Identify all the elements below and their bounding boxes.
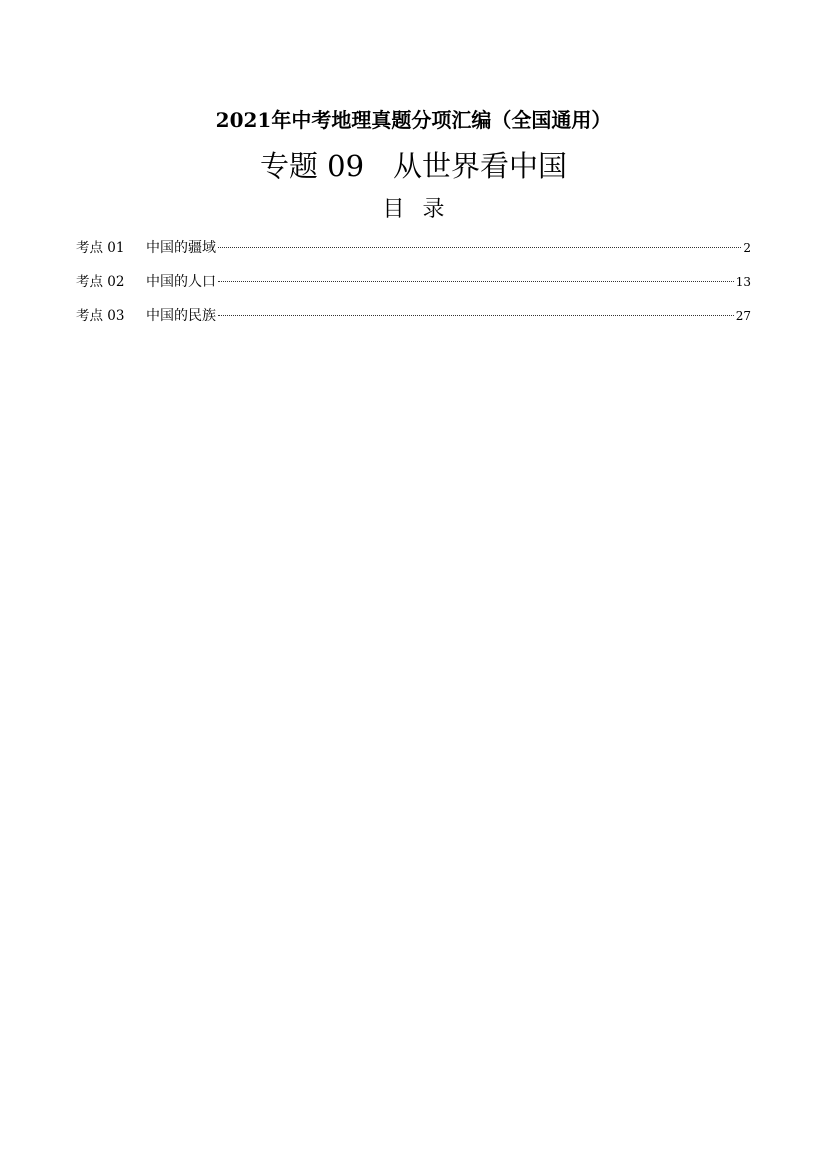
toc-entry-page: 13 bbox=[735, 275, 751, 289]
toc-dot-leader bbox=[218, 247, 741, 248]
toc-dot-leader bbox=[218, 315, 734, 316]
toc-dot-leader bbox=[218, 281, 734, 282]
toc-entry-1[interactable] bbox=[76, 236, 751, 270]
toc-entry-label: 中国的疆域 bbox=[146, 240, 216, 256]
toc-entry-number: 考点 03 bbox=[76, 308, 125, 324]
topic-title: 专题 09 从世界看中国 bbox=[259, 149, 568, 183]
toc-heading: 目录 bbox=[382, 197, 463, 222]
toc-entry-label: 中国的人口 bbox=[146, 274, 216, 290]
toc-entry-page: 2 bbox=[743, 241, 751, 255]
toc-entry-number: 考点 02 bbox=[76, 274, 125, 290]
toc-entry-page: 27 bbox=[735, 309, 751, 323]
toc-entry-3[interactable] bbox=[76, 304, 751, 338]
toc-entry-number: 考点 01 bbox=[76, 240, 125, 256]
document-title: 2021年中考地理真题分项汇编（全国通用） bbox=[215, 108, 612, 132]
toc-entry-2[interactable] bbox=[76, 270, 751, 304]
table-of-contents bbox=[76, 236, 751, 338]
toc-entry-label: 中国的民族 bbox=[146, 308, 216, 324]
